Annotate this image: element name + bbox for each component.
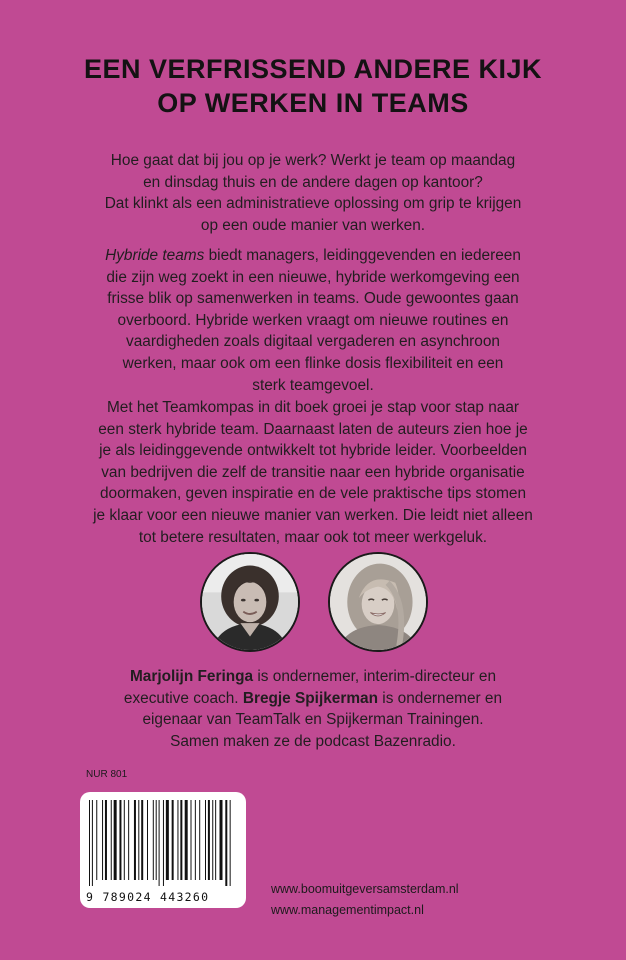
- author-photo-marjolijn: [200, 552, 300, 652]
- portrait-illustration: [330, 554, 426, 650]
- description-line: frisse blik op samenwerken in teams. Oude gewoontes gaan: [107, 290, 519, 308]
- barcode-bar: [156, 800, 157, 880]
- author-name-marjolijn: Marjolijn Feringa: [129, 668, 254, 685]
- bio-line: Samen maken ze de podcast Bazenradio.: [170, 732, 456, 750]
- barcode-bar: [141, 800, 143, 880]
- title-line-2: OP WERKEN IN TEAMS: [157, 88, 469, 118]
- barcode-bar: [111, 800, 112, 880]
- barcode-bar: [225, 800, 227, 886]
- teamkompas-line: van bedrijven die zelf de transitie naar een hybride organisatie: [101, 463, 525, 481]
- teamkompas-line: je klaar voor een nieuwe manier van werken. Die leidt niet alleen: [93, 506, 533, 524]
- nur-code: NUR 801: [86, 769, 128, 780]
- portrait-illustration: [202, 554, 298, 650]
- book-title-italic: Hybride teams: [105, 247, 205, 264]
- barcode-bar: [89, 800, 90, 886]
- description-line: overboord. Hybride werken vraagt om nieuwe routines en: [117, 311, 509, 329]
- bio-text: is ondernemer, interim-directeur en: [253, 668, 497, 685]
- intro-line: Hoe gaat dat bij jou op je werk? Werkt je team op maandag: [110, 152, 516, 169]
- barcode-bar: [119, 800, 121, 880]
- teamkompas-line: tot betere resultaten, maar ook tot meer werkgeluk.: [138, 528, 488, 546]
- barcode-bars: [89, 800, 237, 886]
- barcode-bar: [185, 800, 188, 880]
- barcode-bar: [134, 800, 136, 880]
- description-paragraph: [70, 245, 556, 396]
- barcode-bar: [114, 800, 117, 880]
- description-line: vaardigheden zoals digitaal vergaderen en asynchroon: [126, 333, 500, 351]
- barcode-bar: [208, 800, 210, 880]
- barcode-bar: [172, 800, 174, 880]
- bio-line: eigenaar van TeamTalk en Spijkerman Trainingen.: [142, 711, 484, 729]
- description-line: die zijn weg zoekt in een nieuwe, hybride werkomgeving een: [106, 268, 520, 286]
- author-photo-bregje: [328, 552, 428, 652]
- bio-text: is ondernemer en: [378, 689, 503, 707]
- teamkompas-line: je als leidinggevende ontwikkelt tot hybride leider. Voorbeelden: [99, 442, 527, 460]
- isbn-number: 9 789024 443260: [86, 890, 210, 904]
- teamkompas-line: Met het Teamkompas in dit boek groei je stap voor stap naar: [106, 399, 520, 416]
- publisher-url: www.boomuitgeversamsterdam.nl: [271, 882, 459, 896]
- barcode-bar: [128, 800, 129, 880]
- barcode-bar: [215, 800, 216, 880]
- barcode-bar: [199, 800, 200, 880]
- barcode-bar: [159, 800, 160, 886]
- teamkompas-paragraph: [70, 397, 556, 548]
- barcode-bar: [153, 800, 154, 880]
- barcode-bar: [166, 800, 169, 880]
- barcode-bar: [138, 800, 139, 880]
- back-cover-title: [0, 52, 626, 120]
- description-line: werken, maar ook om een flinke dosis flexibiliteit en een: [122, 354, 504, 372]
- barcode-bar: [92, 800, 93, 886]
- description-line: [70, 245, 556, 267]
- barcode-bar: [102, 800, 103, 880]
- barcode-bar: [180, 800, 182, 880]
- barcode-bar: [220, 800, 223, 880]
- publisher-url: www.managementimpact.nl: [271, 903, 424, 917]
- author-bio: [70, 666, 556, 752]
- barcode-bar: [124, 800, 125, 880]
- barcode-bar: [230, 800, 231, 886]
- bio-text: executive coach.: [123, 689, 243, 707]
- intro-paragraph: [70, 150, 556, 236]
- bio-line: [70, 666, 556, 688]
- intro-line: Dat klinkt als een administratieve oplossing om grip te krijgen: [104, 195, 522, 213]
- teamkompas-line: doormaken, geven inspiratie en de vele praktische tips stomen: [99, 485, 527, 503]
- intro-line: en dinsdag thuis en de andere dagen op kantoor?: [143, 173, 483, 191]
- barcode-bar: [195, 800, 196, 880]
- publisher-urls: [271, 879, 459, 921]
- barcode-bar: [205, 800, 206, 880]
- barcode-bar: [105, 800, 107, 880]
- barcode-bar: [191, 800, 192, 880]
- description-line: sterk teamgevoel.: [252, 376, 374, 394]
- barcode-bar: [147, 800, 148, 880]
- barcode-bar: [163, 800, 164, 886]
- barcode-bar: [177, 800, 178, 880]
- barcode-bar: [96, 800, 97, 880]
- isbn-barcode: [80, 792, 246, 908]
- teamkompas-line: een sterk hybride team. Daarnaast laten de auteurs zien hoe je: [98, 420, 528, 438]
- barcode-bar: [212, 800, 213, 880]
- intro-line: op een oude manier van werken.: [200, 216, 426, 234]
- bio-line: [70, 688, 556, 710]
- description-line-rest: biedt managers, leidinggevenden en iedereen: [204, 247, 521, 264]
- title-line-1: EEN VERFRISSEND ANDERE KIJK: [83, 54, 543, 84]
- author-name-bregje: Bregje Spijkerman: [242, 689, 378, 707]
